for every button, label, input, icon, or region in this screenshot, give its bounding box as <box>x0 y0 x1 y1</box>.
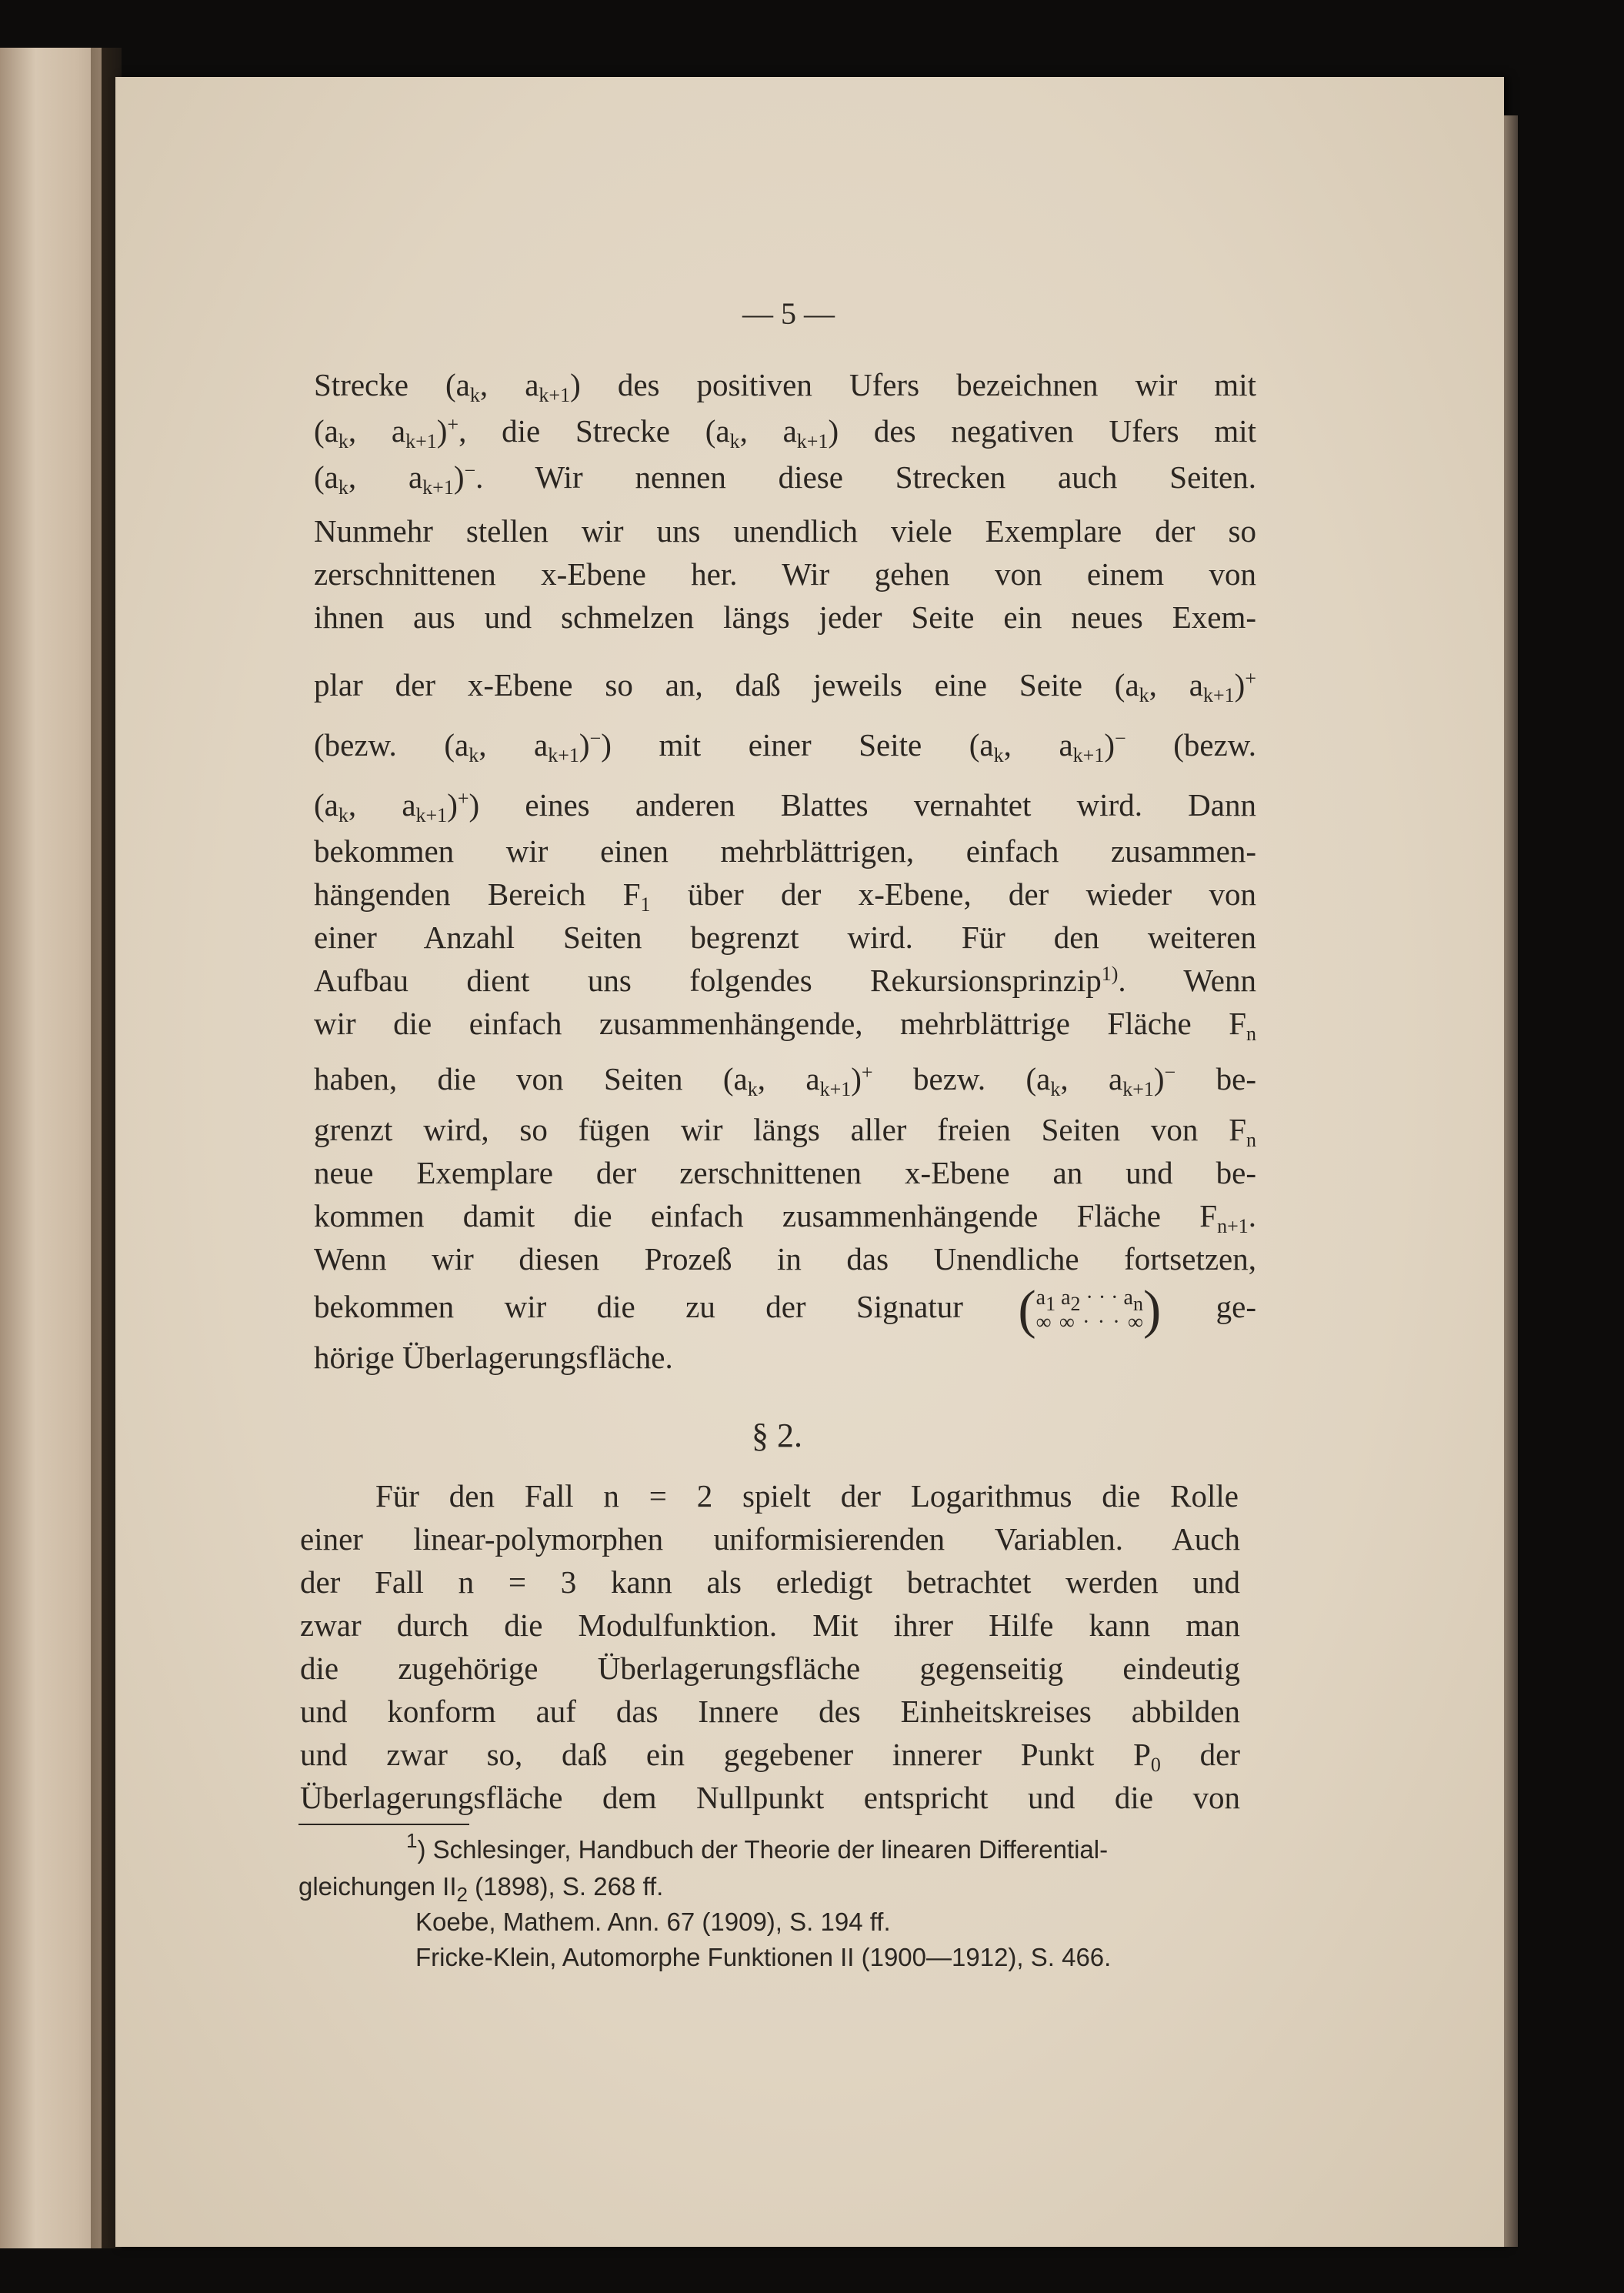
text-line: die zugehörige Überlagerungsfläche gegenseitig eindeutig <box>300 1650 1240 1686</box>
text-line: Nunmehr stellen wir uns unendlich viele Exemplare der so <box>314 513 1256 549</box>
footnote-line: gleichungen $II_2$ (1898), S. 268 ff. <box>298 1872 664 1906</box>
signature-bottom-row: ∞ ∞ · · · ∞ <box>1035 1310 1143 1334</box>
text-line: (bezw. ($a_k$, $a_{k+1})^-$) mit einer Seite ($a_k$, $a_{k+1})^-$ (bezw. <box>314 727 1256 766</box>
text-line: grenzt wird, so fügen wir längs aller freien Seiten von $F_n$ <box>314 1112 1256 1151</box>
text-line: wir die einfach zusammenhängende, mehrblättrige Fläche $F_n$ <box>314 1006 1256 1045</box>
footnote-line: $^1$) Schlesinger, Handbuch der Theorie der linearen Differential- <box>406 1829 1109 1864</box>
text-line: Strecke ($a_k$, $a_{k+1}$) des positiven Ufers bezeichnen wir mit <box>314 367 1256 406</box>
text-line: einer linear-polymorphen uniformisierenden Variablen. Auch <box>300 1521 1240 1557</box>
text-line: zwar durch die Modulfunktion. Mit ihrer Hilfe kann man <box>300 1607 1240 1643</box>
section-heading: § 2. <box>752 1417 802 1454</box>
text-line: Überlagerungsfläche dem Nullpunkt entspricht und die von <box>300 1780 1240 1815</box>
text-line: und zwar so, daß ein gegebener innerer Punkt $P_0$ der <box>300 1737 1240 1776</box>
text-line: und konform auf das Innere des Einheitskreises abbilden <box>300 1694 1240 1729</box>
text-line: plar der x-Ebene so an, daß jeweils eine Seite ($a_k$, $a_{k+1})^+$ <box>314 667 1256 706</box>
text-line: neue Exemplare der zerschnittenen x-Ebene an und be- <box>314 1155 1256 1190</box>
text-line: einer Anzahl Seiten begrenzt wird. Für den weiteren <box>314 920 1256 955</box>
text-line: hörige Überlagerungsfläche. <box>314 1340 673 1375</box>
text-line: ($a_k$, $a_{k+1})^+$) eines anderen Blattes vernahtet wird. Dann <box>314 787 1256 826</box>
footnote-line: Koebe, Mathem. Ann. 67 (1909), S. 194 ff. <box>415 1907 891 1936</box>
page-edge-right <box>1504 115 1518 2247</box>
facing-page-edge <box>0 48 102 2248</box>
text-line: zerschnittenen x-Ebene her. Wir gehen von einem von <box>314 556 1256 592</box>
text-line: der Fall n = 3 kann als erledigt betrachtet werden und <box>300 1564 1240 1600</box>
text-line: Wenn wir diesen Prozeß in das Unendliche fortsetzen, <box>314 1241 1256 1277</box>
text-line: kommen damit die einfach zusammenhängende Fläche $F_{n+1}$. <box>314 1198 1256 1237</box>
text-line: haben, die von Seiten ($a_k$, $a_{k+1})^+$ bezw. ($a_k$, $a_{k+1})^-$ be- <box>314 1061 1256 1100</box>
footnote-line: Fricke-Klein, Automorphe Funktionen II (1900—1912), S. 466. <box>415 1943 1112 1971</box>
page-number: — 5 — <box>742 296 835 331</box>
text-line: hängenden Bereich $F_1$ über der x-Ebene, der wieder von <box>314 876 1256 916</box>
text-line: ($a_k$, $a_{k+1})^+$, die Strecke ($a_k$, $a_{k+1}$) des negativen Ufers mit <box>314 413 1256 452</box>
text-line: ($a_k$, $a_{k+1})^-$. Wir nennen diese Strecken auch Seiten. <box>314 459 1256 499</box>
text-line: Für den Fall n = 2 spielt der Logarithmus die Rolle <box>375 1478 1239 1514</box>
footnote-rule <box>298 1824 469 1825</box>
signature-top-row: $a_1$ $a_2$ · · · $a_n$ <box>1035 1285 1143 1315</box>
text-line: bekommen wir einen mehrblättrigen, einfach zusammen- <box>314 833 1256 869</box>
signature-matrix: ($a_1$ $a_2$ · · · $a_n$ ∞ ∞ · · · ∞) <box>1018 1280 1162 1340</box>
text-line: ihnen aus und schmelzen längs jeder Seite ein neues Exem- <box>314 599 1256 635</box>
text-line: Aufbau dient uns folgendes Rekursionsprinzip$^{1)}$. Wenn <box>314 963 1256 998</box>
text-line: bekommen wir die zu der Signatur ($a_1$ $a_2$ · · · $a_n$ ∞ ∞ · · · ∞) ge- <box>314 1280 1257 1340</box>
